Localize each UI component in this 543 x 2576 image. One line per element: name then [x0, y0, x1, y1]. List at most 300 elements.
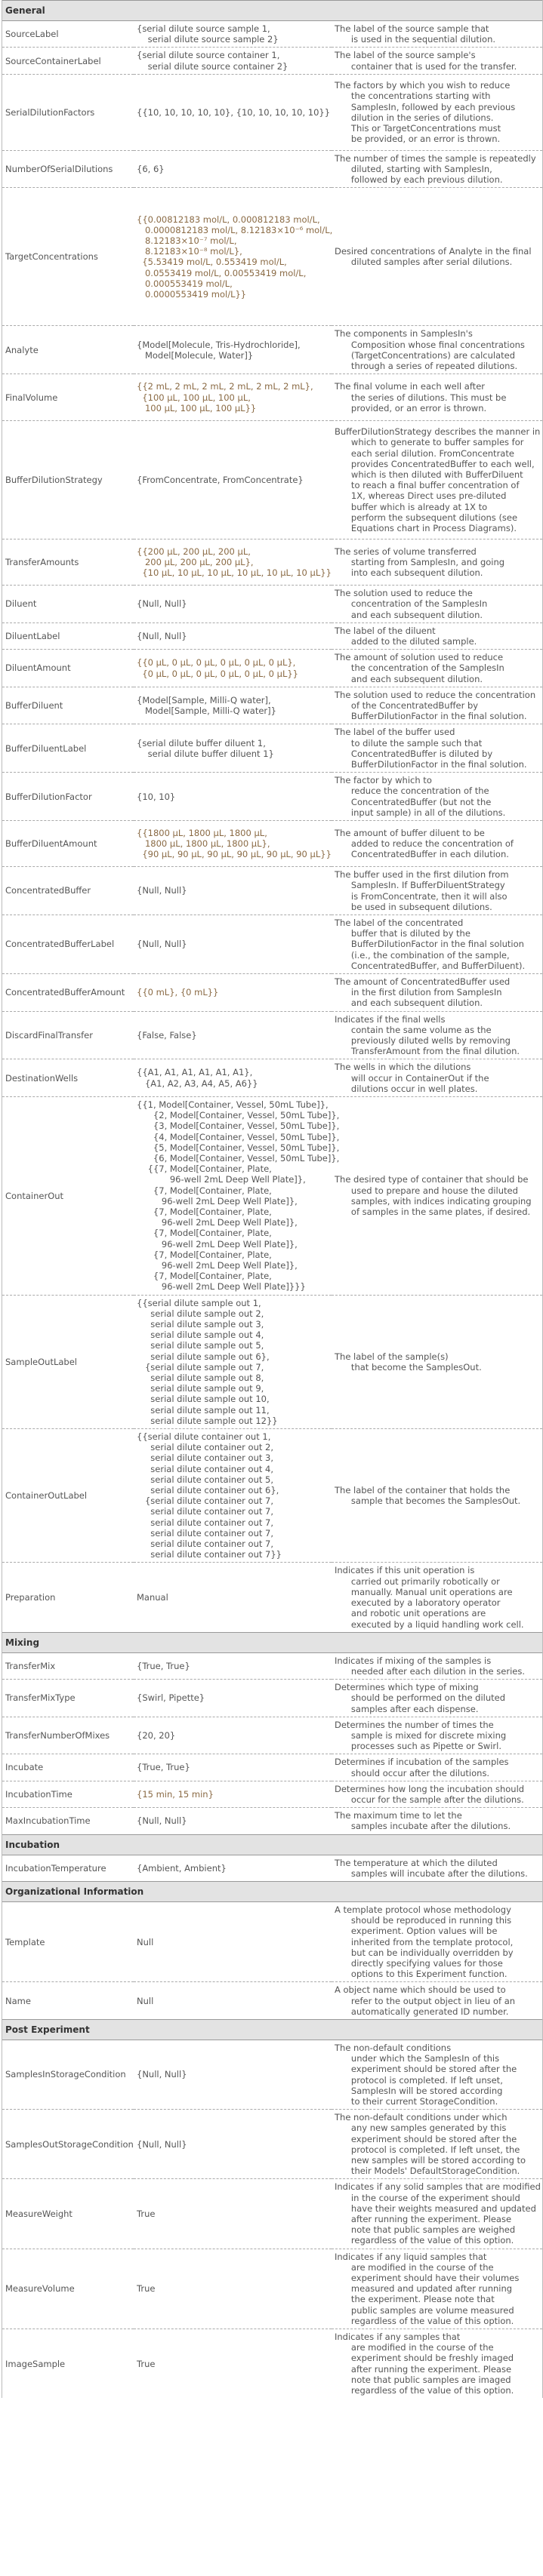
option-value-line: {serial dilute sample out 7, — [137, 1361, 264, 1373]
option-value-line: 96-well 2mL Deep Well Plate]}, — [137, 1174, 306, 1185]
option-value-line: {100 μL, 100 μL, 100 μL, — [137, 392, 251, 403]
option-description-line: input sample) in all of the dilutions. — [335, 807, 506, 818]
option-value-line: {True, True} — [137, 1660, 190, 1671]
option-row — [2, 687, 542, 724]
option-description-line: be used in subsequent dilutions. — [335, 901, 492, 912]
option-description-line: ConcentratedBuffer is diluted by — [335, 748, 493, 759]
option-description — [332, 421, 542, 539]
option-value-line: {10, 10} — [137, 791, 176, 802]
option-name: FinalVolume — [2, 374, 134, 421]
option-description-line: carried out primarily robotically or — [335, 1575, 500, 1587]
option-description-line: of the ConcentratedBuffer by — [335, 700, 479, 712]
option-name: DiscardFinalTransfer — [2, 1011, 134, 1059]
option-value-line: {7, Model[Container, Plate, — [137, 1228, 272, 1239]
option-description-line: Determines if incubation of the samples — [335, 1757, 509, 1768]
option-description-line: regardless of the value of this option. — [335, 2315, 514, 2326]
option-description-line: The components in SamplesIn's — [335, 328, 473, 340]
option-name: ImageSample — [5, 2358, 66, 2369]
option-name: TransferNumberOfMixes — [2, 1717, 134, 1754]
option-description — [332, 2249, 542, 2329]
option-description-line: in the course of the experiment should — [335, 2192, 520, 2203]
option-value — [134, 1059, 332, 1097]
option-description-line: BufferDilutionFactor in the final solution. — [335, 759, 527, 770]
option-description-line: The label of the buffer used — [335, 727, 455, 738]
option-description — [332, 74, 542, 150]
option-description-line: BufferDilutionStrategy describes the manner in — [335, 426, 541, 438]
option-row — [2, 421, 542, 539]
option-description-line: The label of the source sample's — [335, 50, 476, 61]
option-value — [134, 2110, 332, 2179]
option-description-line: Indicates if this unit operation is — [335, 1565, 475, 1576]
option-row — [2, 2040, 542, 2110]
option-row — [2, 2249, 542, 2329]
option-description-line: BufferDilutionFactor in the final solution. — [335, 711, 527, 722]
option-description-line: The temperature at which the diluted — [335, 1857, 498, 1868]
option-description-line: to their current StorageCondition. — [335, 2096, 498, 2107]
option-description — [332, 2329, 542, 2399]
option-row — [2, 374, 542, 421]
option-value-line: serial dilute container out 7, — [137, 1517, 273, 1528]
option-value-line: serial dilute sample out 10, — [137, 1394, 270, 1405]
option-value-line: serial dilute container out 2, — [137, 1442, 273, 1453]
option-value-line: 96-well 2mL Deep Well Plate]}, — [137, 1238, 298, 1250]
option-value — [134, 821, 332, 867]
option-description — [332, 2179, 542, 2249]
option-name: BufferDiluent — [2, 687, 134, 724]
option-value-line: serial dilute container out 3, — [137, 1452, 273, 1464]
option-value-line: {Null, Null} — [137, 2138, 187, 2150]
option-description-line: to dilute the sample such that — [335, 737, 483, 749]
option-value-line: {Null, Null} — [137, 1815, 187, 1827]
option-value-line: {{1, Model[Container, Vessel, 50mL Tube]}, — [137, 1099, 329, 1110]
option-description-line: The number of times the sample is repeatedly — [335, 152, 536, 164]
option-value — [134, 1563, 332, 1632]
option-description-line: protocol is completed. If left unset, — [335, 2074, 503, 2086]
option-description-line: ConcentratedBuffer (but not the — [335, 796, 492, 807]
option-row — [2, 1717, 542, 1754]
option-description-line: The non-default conditions under which — [335, 2112, 508, 2123]
option-description-line: previously diluted wells by removing — [335, 1034, 511, 1046]
option-description — [332, 1011, 542, 1059]
option-value — [134, 150, 332, 188]
option-value-line: serial dilute sample out 12}} — [137, 1415, 278, 1426]
option-value — [134, 1717, 332, 1754]
option-value — [134, 188, 332, 326]
option-value-line: Manual — [137, 1591, 168, 1603]
option-description-line: under which the SamplesIn of this — [335, 2053, 500, 2064]
option-description-line: 1X, whereas Direct uses pre-diluted — [335, 490, 507, 502]
option-name: ContainerOut — [2, 1096, 134, 1295]
option-description-line: and each subsequent dilution. — [335, 609, 483, 620]
option-description-line: A object name which should be used to — [335, 1984, 506, 1996]
option-value-line: 8.12183×10⁻⁸ mol/L}, — [137, 246, 242, 257]
option-description-line: processes such as Pipette or Swirl. — [335, 1741, 501, 1752]
option-description-line: used to prepare and house the diluted — [335, 1185, 518, 1196]
option-description-line: The label of the sample(s) — [335, 1351, 449, 1362]
option-value-line: 96-well 2mL Deep Well Plate]}, — [137, 1260, 298, 1271]
option-value-line: {10 μL, 10 μL, 10 μL, 10 μL, 10 μL, 10 μL}} — [137, 567, 332, 579]
option-value — [134, 687, 332, 724]
option-description-line: needed after each dilution in the series. — [335, 1665, 525, 1677]
option-row — [2, 74, 542, 150]
option-value-line: {Null, Null} — [137, 939, 187, 950]
option-name: Incubate — [2, 1754, 134, 1781]
option-value — [134, 48, 332, 74]
option-value-line: serial dilute sample out 6}, — [137, 1351, 270, 1362]
option-description-line: Indicates if mixing of the samples is — [335, 1655, 492, 1666]
option-value-line: Model[Molecule, Water]} — [137, 349, 254, 361]
option-description-line: starting from SamplesIn, and going — [335, 557, 505, 568]
option-row — [2, 1902, 542, 1982]
option-value-line: {Model[Sample, Milli-Q water], — [137, 694, 271, 705]
option-value-line: {True, True} — [137, 1762, 190, 1773]
option-description — [332, 2110, 542, 2179]
option-description-line: will occur in ContainerOut if the — [335, 1072, 489, 1084]
option-value-line: {{0 μL, 0 μL, 0 μL, 0 μL, 0 μL, 0 μL}, — [137, 657, 296, 669]
option-row — [2, 1982, 542, 2019]
option-value-line: {7, Model[Container, Plate, — [137, 1249, 272, 1260]
option-value-line: {serial dilute buffer diluent 1, — [137, 737, 266, 749]
option-description-line: Indicates if any liquid samples that — [335, 2251, 487, 2262]
option-description — [332, 1680, 542, 1717]
option-value — [134, 1808, 332, 1834]
option-description — [332, 1808, 542, 1834]
option-row — [2, 539, 542, 586]
option-value — [134, 374, 332, 421]
option-value-line: 96-well 2mL Deep Well Plate]}}} — [137, 1281, 306, 1293]
option-row — [2, 326, 542, 374]
option-value-line: 0.0553419 mol/L, 0.00553419 mol/L, — [137, 267, 307, 278]
option-description-line: in the first dilution from SamplesIn — [335, 987, 502, 998]
option-value — [134, 1754, 332, 1781]
option-value-line: serial dilute source container 2} — [137, 60, 288, 72]
option-description-line: are modified in the course of the — [335, 2342, 494, 2353]
option-description-line: regardless of the value of this option. — [335, 2235, 514, 2246]
option-description-line: Indicates if the final wells — [335, 1013, 446, 1025]
option-description-line: concentration of the SamplesIn — [335, 598, 488, 610]
option-description-line: (i.e., the combination of the sample, — [335, 949, 510, 961]
option-description-line: inherited from the template protocol, — [335, 1936, 514, 1947]
option-description-line: followed by each previous dilution. — [335, 174, 503, 186]
option-row — [2, 650, 542, 687]
option-value — [134, 1855, 332, 1881]
option-description-line: The solution used to reduce the — [335, 588, 473, 599]
option-description — [332, 973, 542, 1011]
option-value-line: serial dilute sample out 5, — [137, 1340, 264, 1351]
option-description-line: The maximum time to let the — [335, 1810, 462, 1821]
option-description-line: Equations chart in Process Diagrams). — [335, 523, 517, 534]
option-description-line: and robotic unit operations are — [335, 1608, 486, 1619]
option-row — [2, 188, 542, 326]
option-description-line: (TargetConcentrations) are calculated — [335, 349, 516, 361]
option-name: IncubationTime — [2, 1781, 134, 1807]
option-value-line: {A1, A2, A3, A4, A5, A6}} — [137, 1077, 258, 1089]
option-description-line: automatically generated ID number. — [335, 2006, 509, 2017]
option-value-line: {{0 mL}, {0 mL}} — [137, 987, 219, 998]
option-value-line: {Null, Null} — [137, 598, 187, 610]
option-value — [134, 326, 332, 374]
option-value-line: 8.12183×10⁻⁷ mol/L, — [137, 235, 237, 247]
option-value-line: 0.0000812183 mol/L, 8.12183×10⁻⁶ mol/L, — [137, 224, 333, 235]
option-value-line: {Ambient, Ambient} — [137, 1862, 227, 1874]
option-row — [2, 622, 542, 649]
option-description-line: new samples will be stored according to — [335, 2155, 526, 2166]
option-name: TransferMix — [2, 1653, 134, 1680]
option-description — [332, 1855, 542, 1881]
option-name: BufferDiluentAmount — [2, 821, 134, 867]
option-description-line: sample is mixed for discrete mixing — [335, 1729, 507, 1741]
option-row — [2, 2110, 542, 2179]
option-row — [2, 2179, 542, 2249]
option-description-line: but can be individually overridden by — [335, 1947, 514, 1958]
option-description-line: The label of the container that holds the — [335, 1485, 511, 1496]
option-value-line: {4, Model[Container, Vessel, 50mL Tube]}, — [137, 1131, 340, 1142]
option-description-line: be provided, or an error is thrown. — [335, 134, 501, 145]
option-description — [332, 1059, 542, 1097]
option-value-line: {Null, Null} — [137, 885, 187, 896]
option-description-line: note that public samples are weighed — [335, 2224, 516, 2236]
option-description-line: buffer which is already at 1X to — [335, 501, 488, 512]
option-name: SourceContainerLabel — [2, 48, 134, 74]
option-value-line: {FromConcentrate, FromConcentrate} — [137, 475, 304, 486]
option-value-line: {Null, Null} — [137, 630, 187, 641]
option-value-line: 0.000553419 mol/L, — [137, 278, 233, 289]
option-value-line: {{7, Model[Container, Plate, — [137, 1164, 272, 1175]
option-value — [134, 1011, 332, 1059]
option-value-line: serial dilute container out 4, — [137, 1463, 273, 1474]
option-description-line: Composition whose final concentrations — [335, 339, 525, 350]
option-description — [332, 1295, 542, 1428]
option-description — [332, 150, 542, 188]
option-description-line: is used in the sequential dilution. — [335, 34, 496, 45]
option-value — [134, 1781, 332, 1807]
option-description-line: executed by a liquid handling work cell. — [335, 1618, 524, 1630]
option-description-line: The wells in which the dilutions — [335, 1062, 471, 1073]
option-description-line: dilutions occur in well plates. — [335, 1083, 478, 1094]
option-description-line: experiment should be stored after the — [335, 2133, 517, 2144]
option-description-line: Determines the number of times the — [335, 1719, 494, 1730]
option-value — [134, 539, 332, 586]
option-description-line: The final volume in each well after — [335, 381, 485, 392]
option-description — [332, 1902, 542, 1982]
option-description-line: The factor by which to — [335, 775, 432, 786]
option-description — [332, 539, 542, 586]
option-description-line: diluted samples after serial dilutions. — [335, 257, 513, 268]
option-description-line: experiment should be freshly imaged — [335, 2353, 514, 2364]
option-row — [2, 150, 542, 188]
option-description — [332, 1563, 542, 1632]
option-description-line: the series of dilutions. This must be — [335, 392, 507, 403]
option-value-line: True — [137, 2358, 156, 2369]
option-description — [332, 1096, 542, 1295]
option-description — [332, 48, 542, 74]
option-value-line: serial dilute sample out 9, — [137, 1383, 264, 1394]
option-description-line: Indicates if any samples that — [335, 2332, 461, 2343]
option-description — [332, 1653, 542, 1680]
option-description-line: which to generate to buffer samples for — [335, 437, 524, 448]
option-description — [332, 374, 542, 421]
option-description-line: added to reduce the concentration of — [335, 838, 514, 849]
option-description-line: The amount of buffer diluent to be — [335, 827, 485, 838]
option-row — [2, 1781, 542, 1807]
option-name: NumberOfSerialDilutions — [2, 150, 134, 188]
option-value-line: {{serial dilute container out 1, — [137, 1431, 271, 1443]
option-description-line: The amount of solution used to reduce — [335, 652, 504, 663]
option-name: ConcentratedBufferLabel — [2, 915, 134, 973]
option-name: IncubationTemperature — [5, 1862, 106, 1874]
option-row — [2, 1653, 542, 1680]
option-value — [134, 724, 332, 773]
option-value — [134, 421, 332, 539]
option-value-line: {Swirl, Pipette} — [137, 1692, 205, 1704]
option-description-line: which is then diluted with BufferDiluent — [335, 469, 523, 481]
option-value — [134, 1653, 332, 1680]
option-value-line: {serial dilute container out 7, — [137, 1495, 273, 1507]
option-description-line: SamplesIn, followed by each previous — [335, 101, 516, 112]
option-description-line: container that is used for the transfer. — [335, 60, 517, 72]
option-description-line: to reach a final buffer concentration of — [335, 480, 520, 491]
option-value-line: serial dilute sample out 3, — [137, 1319, 264, 1330]
option-value-line: {{A1, A1, A1, A1, A1, A1}, — [137, 1067, 253, 1078]
option-description — [332, 1982, 542, 2019]
option-name: DestinationWells — [2, 1059, 134, 1097]
option-description-line: The solution used to reduce the concentration — [335, 689, 536, 700]
option-value — [134, 1902, 332, 1982]
option-description-line: Determines which type of mixing — [335, 1682, 479, 1693]
option-description-line: This or TargetConcentrations must — [335, 123, 501, 134]
option-value-line: serial dilute sample out 11, — [137, 1404, 270, 1416]
option-value-line: {{10, 10, 10, 10, 10}, {10, 10, 10, 10, 10}} — [137, 106, 331, 118]
option-description-line: after running the experiment. Please — [335, 2363, 512, 2375]
option-description-line: should be reproduced in running this — [335, 1915, 512, 1926]
option-description-line: through a series of repeated dilutions. — [335, 361, 518, 372]
option-value-line: 0.0000553419 mol/L}} — [137, 289, 247, 300]
option-name: MeasureWeight — [2, 2179, 134, 2249]
option-value-line: {{0.00812183 mol/L, 0.000812183 mol/L, — [137, 214, 320, 225]
option-description-line: ConcentratedBuffer in each dilution. — [335, 849, 509, 860]
option-description-line: The label of the concentrated — [335, 917, 464, 928]
option-value-line: serial dilute buffer diluent 1} — [137, 748, 274, 759]
option-name: Diluent — [2, 586, 134, 623]
option-row — [2, 1855, 542, 1881]
option-description-line: executed by a laboratory operator — [335, 1597, 501, 1609]
option-description-line: note that public samples are imaged — [335, 2374, 511, 2385]
option-value-line: {90 μL, 90 μL, 90 μL, 90 μL, 90 μL, 90 μL}} — [137, 849, 332, 860]
option-value — [134, 2329, 332, 2399]
option-value-line: True — [137, 2283, 156, 2295]
option-value-line: {serial dilute source container 1, — [137, 50, 280, 61]
option-description-line: the concentrations starting with — [335, 91, 491, 102]
option-row — [2, 1059, 542, 1097]
option-description-line: dilution in the series of dilutions. — [335, 112, 494, 123]
option-name: Template — [2, 1902, 134, 1982]
option-value-line: {7, Model[Container, Plate, — [137, 1271, 272, 1282]
option-description-line: provides ConcentratedBuffer to each well, — [335, 458, 535, 469]
option-value — [134, 1680, 332, 1717]
option-row — [2, 821, 542, 867]
option-description-line: experiment. Option values will be — [335, 1926, 498, 1937]
section-header-mixing: Mixing — [2, 1632, 542, 1653]
option-description-line: after running the experiment. Please — [335, 2214, 512, 2225]
option-description-line: Indicates if any solid samples that are modified — [335, 2181, 541, 2193]
option-row — [2, 1680, 542, 1717]
option-name: Name — [5, 1995, 31, 2006]
option-description-line: into each subsequent dilution. — [335, 567, 483, 579]
option-description — [332, 821, 542, 867]
option-value-line: serial dilute source sample 2} — [137, 34, 279, 45]
option-value-line: {{1800 μL, 1800 μL, 1800 μL, — [137, 827, 267, 838]
option-value-line: serial dilute container out 7, — [137, 1539, 273, 1550]
option-value-line: {15 min, 15 min} — [137, 1788, 214, 1800]
option-row — [2, 1808, 542, 1834]
option-value-line: serial dilute sample out 4, — [137, 1329, 264, 1341]
option-row — [2, 915, 542, 973]
option-value-line: {7, Model[Container, Plate, — [137, 1185, 272, 1196]
option-description-line: should be performed on the diluted — [335, 1692, 506, 1704]
option-description-line: The desired type of container that should be — [335, 1174, 529, 1185]
option-value — [134, 2249, 332, 2329]
option-value-line: True — [137, 2208, 156, 2219]
option-row — [2, 1096, 542, 1295]
option-value-line: {20, 20} — [137, 1729, 176, 1741]
option-description-line: TransferAmount from the final dilution. — [335, 1046, 520, 1057]
option-row — [2, 1011, 542, 1059]
option-description-line: measured and updated after running — [335, 2283, 513, 2295]
option-value-line: {6, 6} — [137, 164, 165, 175]
option-description — [332, 1754, 542, 1781]
option-description-line: the concentration of the SamplesIn — [335, 662, 504, 674]
option-name: ContainerOutLabel — [2, 1429, 134, 1563]
option-description-line: of samples in the same plates, if desired. — [335, 1206, 531, 1217]
option-description-line: added to the diluted sample. — [335, 636, 477, 647]
option-name: DiluentAmount — [2, 650, 134, 687]
option-value — [134, 21, 332, 48]
option-description-line: their Models' DefaultStorageCondition. — [335, 2166, 520, 2177]
option-name: ConcentratedBuffer — [2, 867, 134, 915]
option-value — [134, 1096, 340, 1295]
option-description-line: samples will incubate after the dilutions. — [335, 1867, 528, 1879]
option-row — [2, 1429, 542, 1563]
option-description-line: The label of the source sample that — [335, 23, 489, 34]
option-description-line: perform the subsequent dilutions (see — [335, 512, 518, 523]
option-description-line: is FromConcentrate, then it will also — [335, 890, 508, 902]
option-description-line: SamplesIn will be stored according — [335, 2085, 503, 2096]
option-name: ConcentratedBufferAmount — [2, 973, 134, 1011]
option-description-line: SamplesIn. If BufferDiluentStrategy — [335, 880, 505, 891]
option-value-line: serial dilute container out 6}, — [137, 1485, 279, 1496]
option-description-line: BufferDilutionFactor in the final solution — [335, 939, 524, 950]
option-name: BufferDilutionFactor — [2, 773, 134, 821]
option-value-line: {0 μL, 0 μL, 0 μL, 0 μL, 0 μL, 0 μL}} — [137, 668, 298, 679]
option-description-line: occur for the sample after the dilutions. — [335, 1794, 524, 1805]
options-section-table — [2, 2040, 542, 2398]
option-value — [134, 1429, 332, 1563]
option-value-line: {{200 μL, 200 μL, 200 μL, — [137, 546, 251, 557]
option-description-line: samples, with indices indicating grouping — [335, 1195, 532, 1207]
option-description-line: The factors by which you wish to reduce — [335, 80, 511, 91]
option-value-line: serial dilute sample out 2, — [137, 1308, 264, 1319]
option-description — [332, 1781, 542, 1807]
option-value — [134, 773, 332, 821]
option-value-line: {5, Model[Container, Vessel, 50mL Tube]}, — [137, 1142, 340, 1153]
option-description-line: manually. Manual unit operations are — [335, 1586, 513, 1597]
option-value-line: 100 μL, 100 μL, 100 μL}} — [137, 402, 257, 413]
option-description-line: directly specifying values for those — [335, 1957, 503, 1969]
options-section-table — [2, 1653, 542, 1834]
option-description — [332, 1429, 542, 1563]
option-description — [332, 188, 542, 326]
option-name: TargetConcentrations — [2, 188, 134, 326]
